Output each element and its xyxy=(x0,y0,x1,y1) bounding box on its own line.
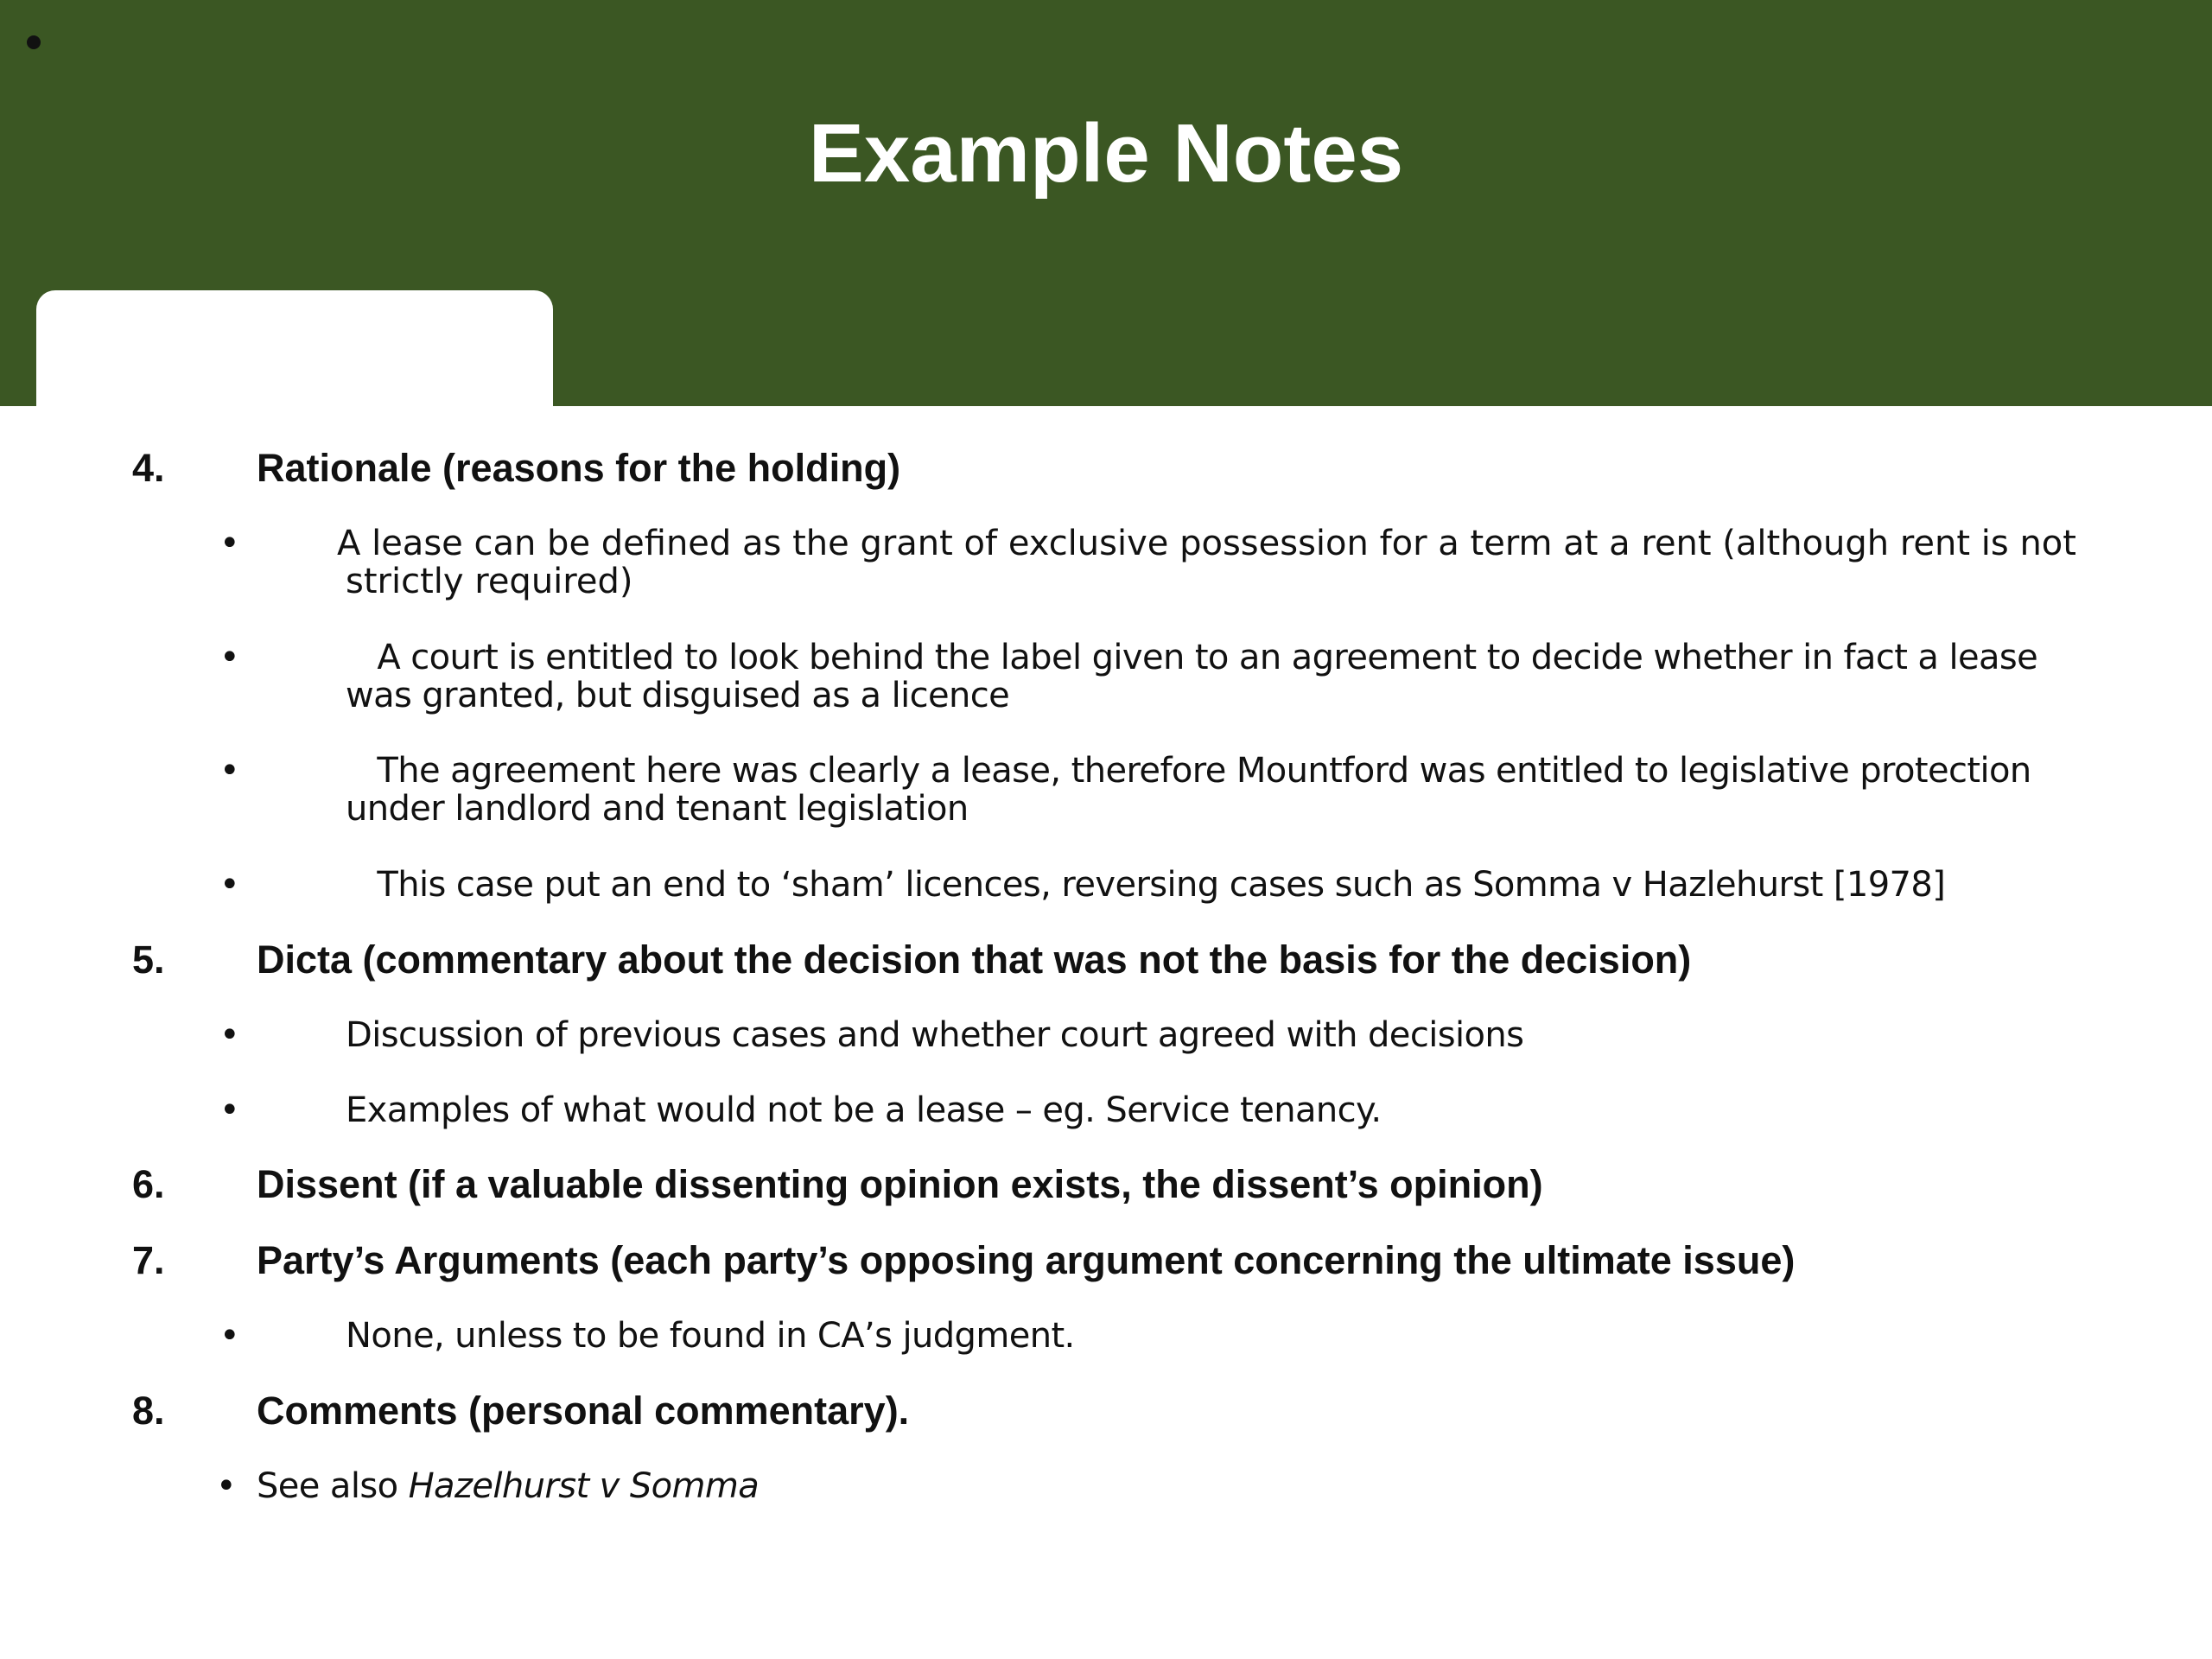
bullet-text: None, unless to be found in CA’s judgment. xyxy=(346,1316,1075,1356)
bullet-glyph: • xyxy=(219,1015,240,1055)
section-heading: Dicta (commentary about the decision that was not the basis for the decision) xyxy=(257,938,1692,982)
section-heading: Rationale (reasons for the holding) xyxy=(257,446,901,490)
bullet-text: This case put an end to ‘sham’ licences, reversing cases such as Somma v Hazlehurst [1978] xyxy=(346,865,1946,905)
bullet-glyph: • xyxy=(216,1466,237,1506)
bullet-text: A lease can be defined as the grant of exclusive possession for a term at a rent (although rent is not strictly required) xyxy=(337,524,2076,601)
case-name: Hazelhurst v Somma xyxy=(408,1466,760,1506)
section-number: 6. xyxy=(132,1162,165,1206)
bullet-glyph: • xyxy=(219,524,240,563)
section-heading: Party’s Arguments (each party’s opposing argument concerning the ultimate issue) xyxy=(257,1238,1796,1282)
bullet-dot-icon xyxy=(27,35,41,49)
bullet-text: A court is entitled to look behind the label given to an agreement to decide whether in fact a lease was granted, but disguised as a licence xyxy=(346,638,2049,715)
bullet-text: The agreement here was clearly a lease, therefore Mountford was entitled to legislative protection under landlord and tenant legislation xyxy=(346,751,2042,829)
section-number: 5. xyxy=(132,938,165,982)
slide-header xyxy=(0,0,2212,406)
bullet-glyph: • xyxy=(219,1090,240,1130)
section-heading: Comments (personal commentary). xyxy=(257,1389,910,1433)
bullet-glyph: • xyxy=(219,1316,240,1356)
see-also-note xyxy=(257,1467,2002,1505)
slide-title: Example Notes xyxy=(808,107,1404,200)
bullet-text: Examples of what would not be a lease – eg. Service tenancy. xyxy=(346,1090,1382,1130)
section-number: 4. xyxy=(132,446,165,490)
see-also-prefix: See also xyxy=(257,1466,409,1506)
bullet-text: Discussion of previous cases and whether court agreed with decisions xyxy=(346,1015,1524,1055)
bullet-glyph: • xyxy=(219,751,240,791)
bullet-glyph: • xyxy=(219,865,240,905)
section-number: 7. xyxy=(132,1238,165,1282)
section-heading: Dissent (if a valuable dissenting opinion exists, the dissent’s opinion) xyxy=(257,1162,1543,1206)
section-number: 8. xyxy=(132,1389,165,1433)
bullet-glyph: • xyxy=(219,638,240,677)
header-tab-shape xyxy=(36,290,553,411)
